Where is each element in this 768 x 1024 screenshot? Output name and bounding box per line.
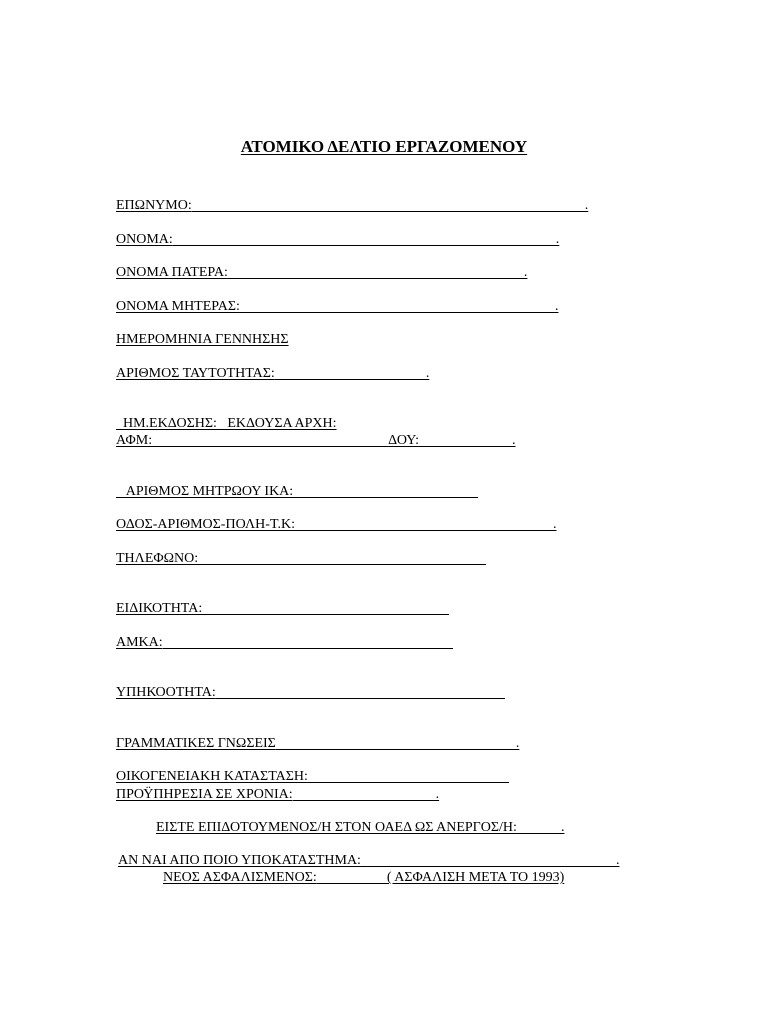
birth-date-label: ΗΜΕΡΟΜΗΝΙΑ ΓΕΝΝΗΣΗΣ: [116, 332, 289, 347]
surname-field[interactable]: [116, 197, 588, 214]
form-title: ΑΤΟΜΙΚΟ ΔΕΛΤΙΟ ΕΡΓΑΖΟΜΕΝΟΥ: [240, 137, 528, 156]
mother-name-label: ΟΝΟΜΑ ΜΗΤΕΡΑΣ:: [116, 299, 240, 314]
marital-status-field[interactable]: [116, 768, 509, 785]
issue-date-authority-field[interactable]: [116, 398, 337, 432]
marital-status-label: ΟΙΚΟΓΕΝΕΙΑΚΗ ΚΑΤΑΣΤΑΣΗ:: [116, 769, 308, 784]
name-label: ΟΝΟΜΑ:: [116, 232, 173, 247]
amka-field[interactable]: [116, 634, 453, 651]
experience-years-blank[interactable]: [293, 787, 436, 801]
surname-terminator: .: [584, 198, 589, 213]
branch-blank[interactable]: [361, 853, 616, 867]
education-terminator: .: [515, 736, 520, 751]
doy-blank[interactable]: [419, 433, 512, 447]
father-name-field[interactable]: [116, 264, 527, 281]
phone-label: ΤΗΛΕΦΩΝΟ:: [116, 551, 199, 566]
father-name-label: ΟΝΟΜΑ ΠΑΤΕΡΑ:: [116, 265, 228, 280]
name-terminator: .: [555, 232, 560, 247]
new-insured-label: ΝΕΟΣ ΑΣΦΑΛΙΣΜΕΝΟΣ:: [163, 870, 317, 885]
education-label: ΓΡΑΜΜΑΤΙΚΕΣ ΓΝΩΣΕΙΣ: [116, 736, 276, 751]
name-field[interactable]: [116, 231, 559, 248]
father-name-blank[interactable]: [228, 265, 524, 279]
id-number-label: ΑΡΙΘΜΟΣ ΤΑΥΤΟΤΗΤΑΣ:: [116, 366, 275, 381]
experience-years-label: ΠΡΟΫΠΗΡΕΣΙΑ ΣΕ ΧΡΟΝΙΑ:: [116, 787, 293, 802]
id-number-terminator: .: [425, 366, 430, 381]
education-blank[interactable]: [276, 736, 516, 750]
specialty-blank[interactable]: [202, 601, 449, 615]
mother-name-field[interactable]: [116, 298, 558, 315]
name-blank[interactable]: [173, 232, 556, 246]
branch-label: ΑΝ ΝΑΙ ΑΠΟ ΠΟΙΟ ΥΠΟΚΑΤΑΣΤΗΜΑ:: [118, 853, 361, 868]
mother-name-blank[interactable]: [240, 299, 555, 313]
experience-years-field[interactable]: [116, 786, 439, 803]
unemployment-subsidy-label: ΕΙΣΤΕ ΕΠΙΔΟΤΟΥΜΕΝΟΣ/Η ΣΤΟΝ ΟΑΕΔ ΩΣ ΑΝΕΡΓΟΣ/Η:: [156, 820, 517, 835]
birth-date-field[interactable]: [116, 331, 289, 348]
specialty-field[interactable]: [116, 600, 449, 617]
citizenship-label: ΥΠΗΚΟΟΤΗΤΑ:: [116, 685, 216, 700]
address-label: ΟΔΟΣ-ΑΡΙΘΜΟΣ-ΠΟΛΗ-Τ.Κ:: [116, 517, 295, 532]
surname-blank[interactable]: [192, 198, 585, 212]
id-number-blank[interactable]: [275, 366, 426, 380]
address-blank[interactable]: [295, 517, 553, 531]
new-insured-blank[interactable]: [317, 870, 387, 884]
specialty-label: ΕΙΔΙΚΟΤΗΤΑ:: [116, 601, 203, 616]
doy-label: ΔΟΥ:: [388, 433, 420, 448]
new-insured-field[interactable]: [163, 869, 564, 886]
branch-terminator: .: [615, 853, 620, 868]
unemployment-subsidy-blank[interactable]: [517, 820, 561, 834]
new-insured-note: ( ΑΣΦΑΛΙΣΗ ΜΕΤΑ ΤΟ 1993): [386, 870, 565, 885]
father-name-terminator: .: [523, 265, 528, 280]
id-number-field[interactable]: [116, 365, 429, 382]
ika-number-field[interactable]: [116, 466, 478, 500]
ika-number-label: ΑΡΙΘΜΟΣ ΜΗΤΡΩΟΥ ΙΚΑ:: [123, 484, 294, 499]
afm-label: ΑΦΜ:: [116, 433, 153, 448]
amka-blank[interactable]: [163, 635, 453, 649]
unemployment-subsidy-field[interactable]: [156, 819, 564, 836]
marital-status-blank[interactable]: [308, 769, 509, 783]
doy-terminator: .: [512, 433, 516, 448]
phone-field[interactable]: [116, 550, 486, 567]
education-field[interactable]: [116, 735, 519, 752]
address-terminator: .: [552, 517, 557, 532]
afm-blank[interactable]: [152, 433, 388, 447]
surname-label: ΕΠΩΝΥΜΟ:: [116, 198, 192, 213]
unemployment-subsidy-terminator: .: [560, 820, 565, 835]
experience-years-terminator: .: [435, 787, 440, 802]
citizenship-blank[interactable]: [216, 685, 505, 699]
branch-field[interactable]: [118, 852, 619, 869]
mother-name-terminator: .: [554, 299, 559, 314]
address-field[interactable]: [116, 516, 556, 533]
citizenship-field[interactable]: [116, 684, 505, 701]
afm-field[interactable]: [116, 432, 516, 449]
phone-blank[interactable]: [198, 551, 486, 565]
amka-label: ΑΜΚΑ:: [116, 635, 163, 650]
issue-date-authority-label: ΗΜ.ΕΚΔΟΣΗΣ: ΕΚΔΟΥΣΑ ΑΡΧΗ:: [123, 416, 337, 431]
ika-number-blank[interactable]: [293, 484, 478, 498]
